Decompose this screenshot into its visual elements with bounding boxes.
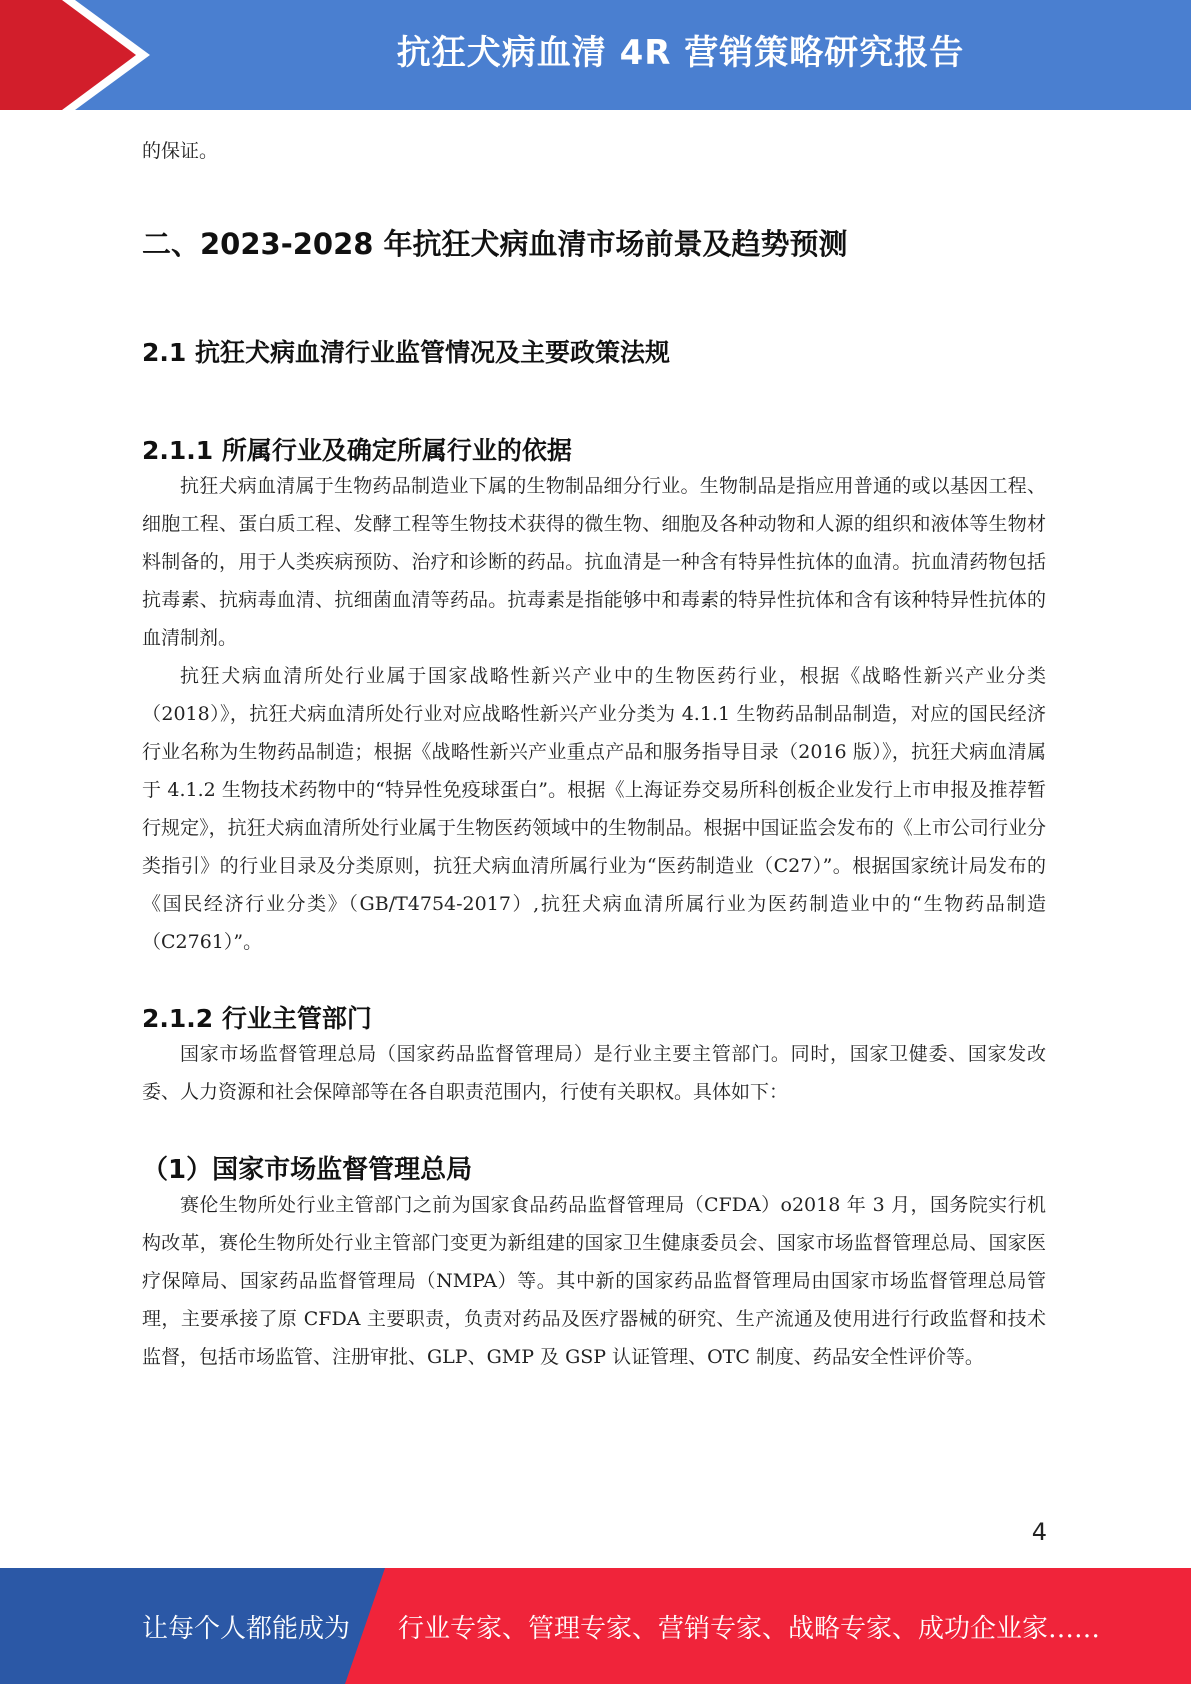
report-title: 抗狂犬病血清 4R 营销策略研究报告 bbox=[396, 33, 965, 73]
page-number: 4 bbox=[1031, 1518, 1047, 1546]
subsection-title: 2.1 抗狂犬病血清行业监管情况及主要政策法规 bbox=[142, 338, 670, 367]
lead-fragment: 的保证。 bbox=[142, 140, 219, 162]
page-content bbox=[142, 132, 1046, 1376]
page-footer bbox=[0, 1568, 1191, 1684]
page-header bbox=[0, 0, 1191, 110]
paragraph-samr: 赛伦生物所处行业主管部门之前为国家食品药品监督管理局（CFDA）o2018 年 3 月，国务院实行机构改革，赛伦生物所处行业主管部门变更为新组建的国家卫生健康委员会、国家市场监督管理总局、国家医疗保障局、国家药品监督管理局（NMPA）等。其中新的国家药品监督管理局由国家市场监督管理总局管理，主要承接了原 CFDA 主要职责，负责对药品及医疗器械的研究、生产流通及使用进行行政监督和技术监督，包括市场监管、注册审批、GLP、GMP 及 GSP 认证管理、OTC 制度、药品安全性评价等。 bbox=[142, 1194, 1046, 1368]
paragraph-industry-classification: 抗狂犬病血清所处行业属于国家战略性新兴产业中的生物医药行业，根据《战略性新兴产业分类（2018）》，抗狂犬病血清所处行业对应战略性新兴产业分类为 4.1.1 生物药品制品制造，对应的国民经济行业名称为生物药品制造；根据《战略性新兴产业重点产品和服务指导目录（2016 版）》，抗狂犬病血清属于 4.1.2 生物技术药物中的“特异性免疫球蛋白”。根据《上海证券交易所科创板企业发行上市申报及推荐暂行规定》，抗狂犬病血清所处行业属于生物医药领域中的生物制品。根据中国证监会发布的《上市公司行业分类指引》的行业目录及分类原则，抗狂犬病血清所属行业为“医药制造业（C27）”。根据国家统计局发布的《国民经济行业分类》（GB/T4754-2017）,抗狂犬病血清所属行业为医药制造业中的“生物药品制造（C2761）”。 bbox=[142, 665, 1046, 953]
subsubsection-title-authority: 2.1.2 行业主管部门 bbox=[142, 1004, 372, 1033]
subsubsection-title-industry: 2.1.1 所属行业及确定所属行业的依据 bbox=[142, 436, 572, 465]
paragraph-industry-definition: 抗狂犬病血清属于生物药品制造业下属的生物制品细分行业。生物制品是指应用普通的或以基因工程、细胞工程、蛋白质工程、发酵工程等生物技术获得的微生物、细胞及各种动物和人源的组织和液体等生物材料制备的，用于人类疾病预防、治疗和诊断的药品。抗血清是一种含有特异性抗体的血清。抗血清药物包括抗毒素、抗病毒血清、抗细菌血清等药品。抗毒素是指能够中和毒素的特异性抗体和含有该种特异性抗体的血清制剂。 bbox=[142, 475, 1046, 649]
footer-slogan-left: 让每个人都能成为 bbox=[142, 1614, 351, 1644]
section-title: 二、2023-2028 年抗狂犬病血清市场前景及趋势预测 bbox=[142, 227, 848, 261]
paragraph-authority: 国家市场监督管理总局（国家药品监督管理局）是行业主要主管部门。同时，国家卫健委、国家发改委、人力资源和社会保障部等在各自职责范围内，行使有关职权。具体如下： bbox=[142, 1043, 1046, 1103]
header-chevron-icon bbox=[0, 0, 136, 110]
item-title-samr: （1）国家市场监督管理总局 bbox=[142, 1155, 473, 1185]
footer-slogan-right: 行业专家、管理专家、营销专家、战略专家、成功企业家…… bbox=[398, 1614, 1101, 1644]
